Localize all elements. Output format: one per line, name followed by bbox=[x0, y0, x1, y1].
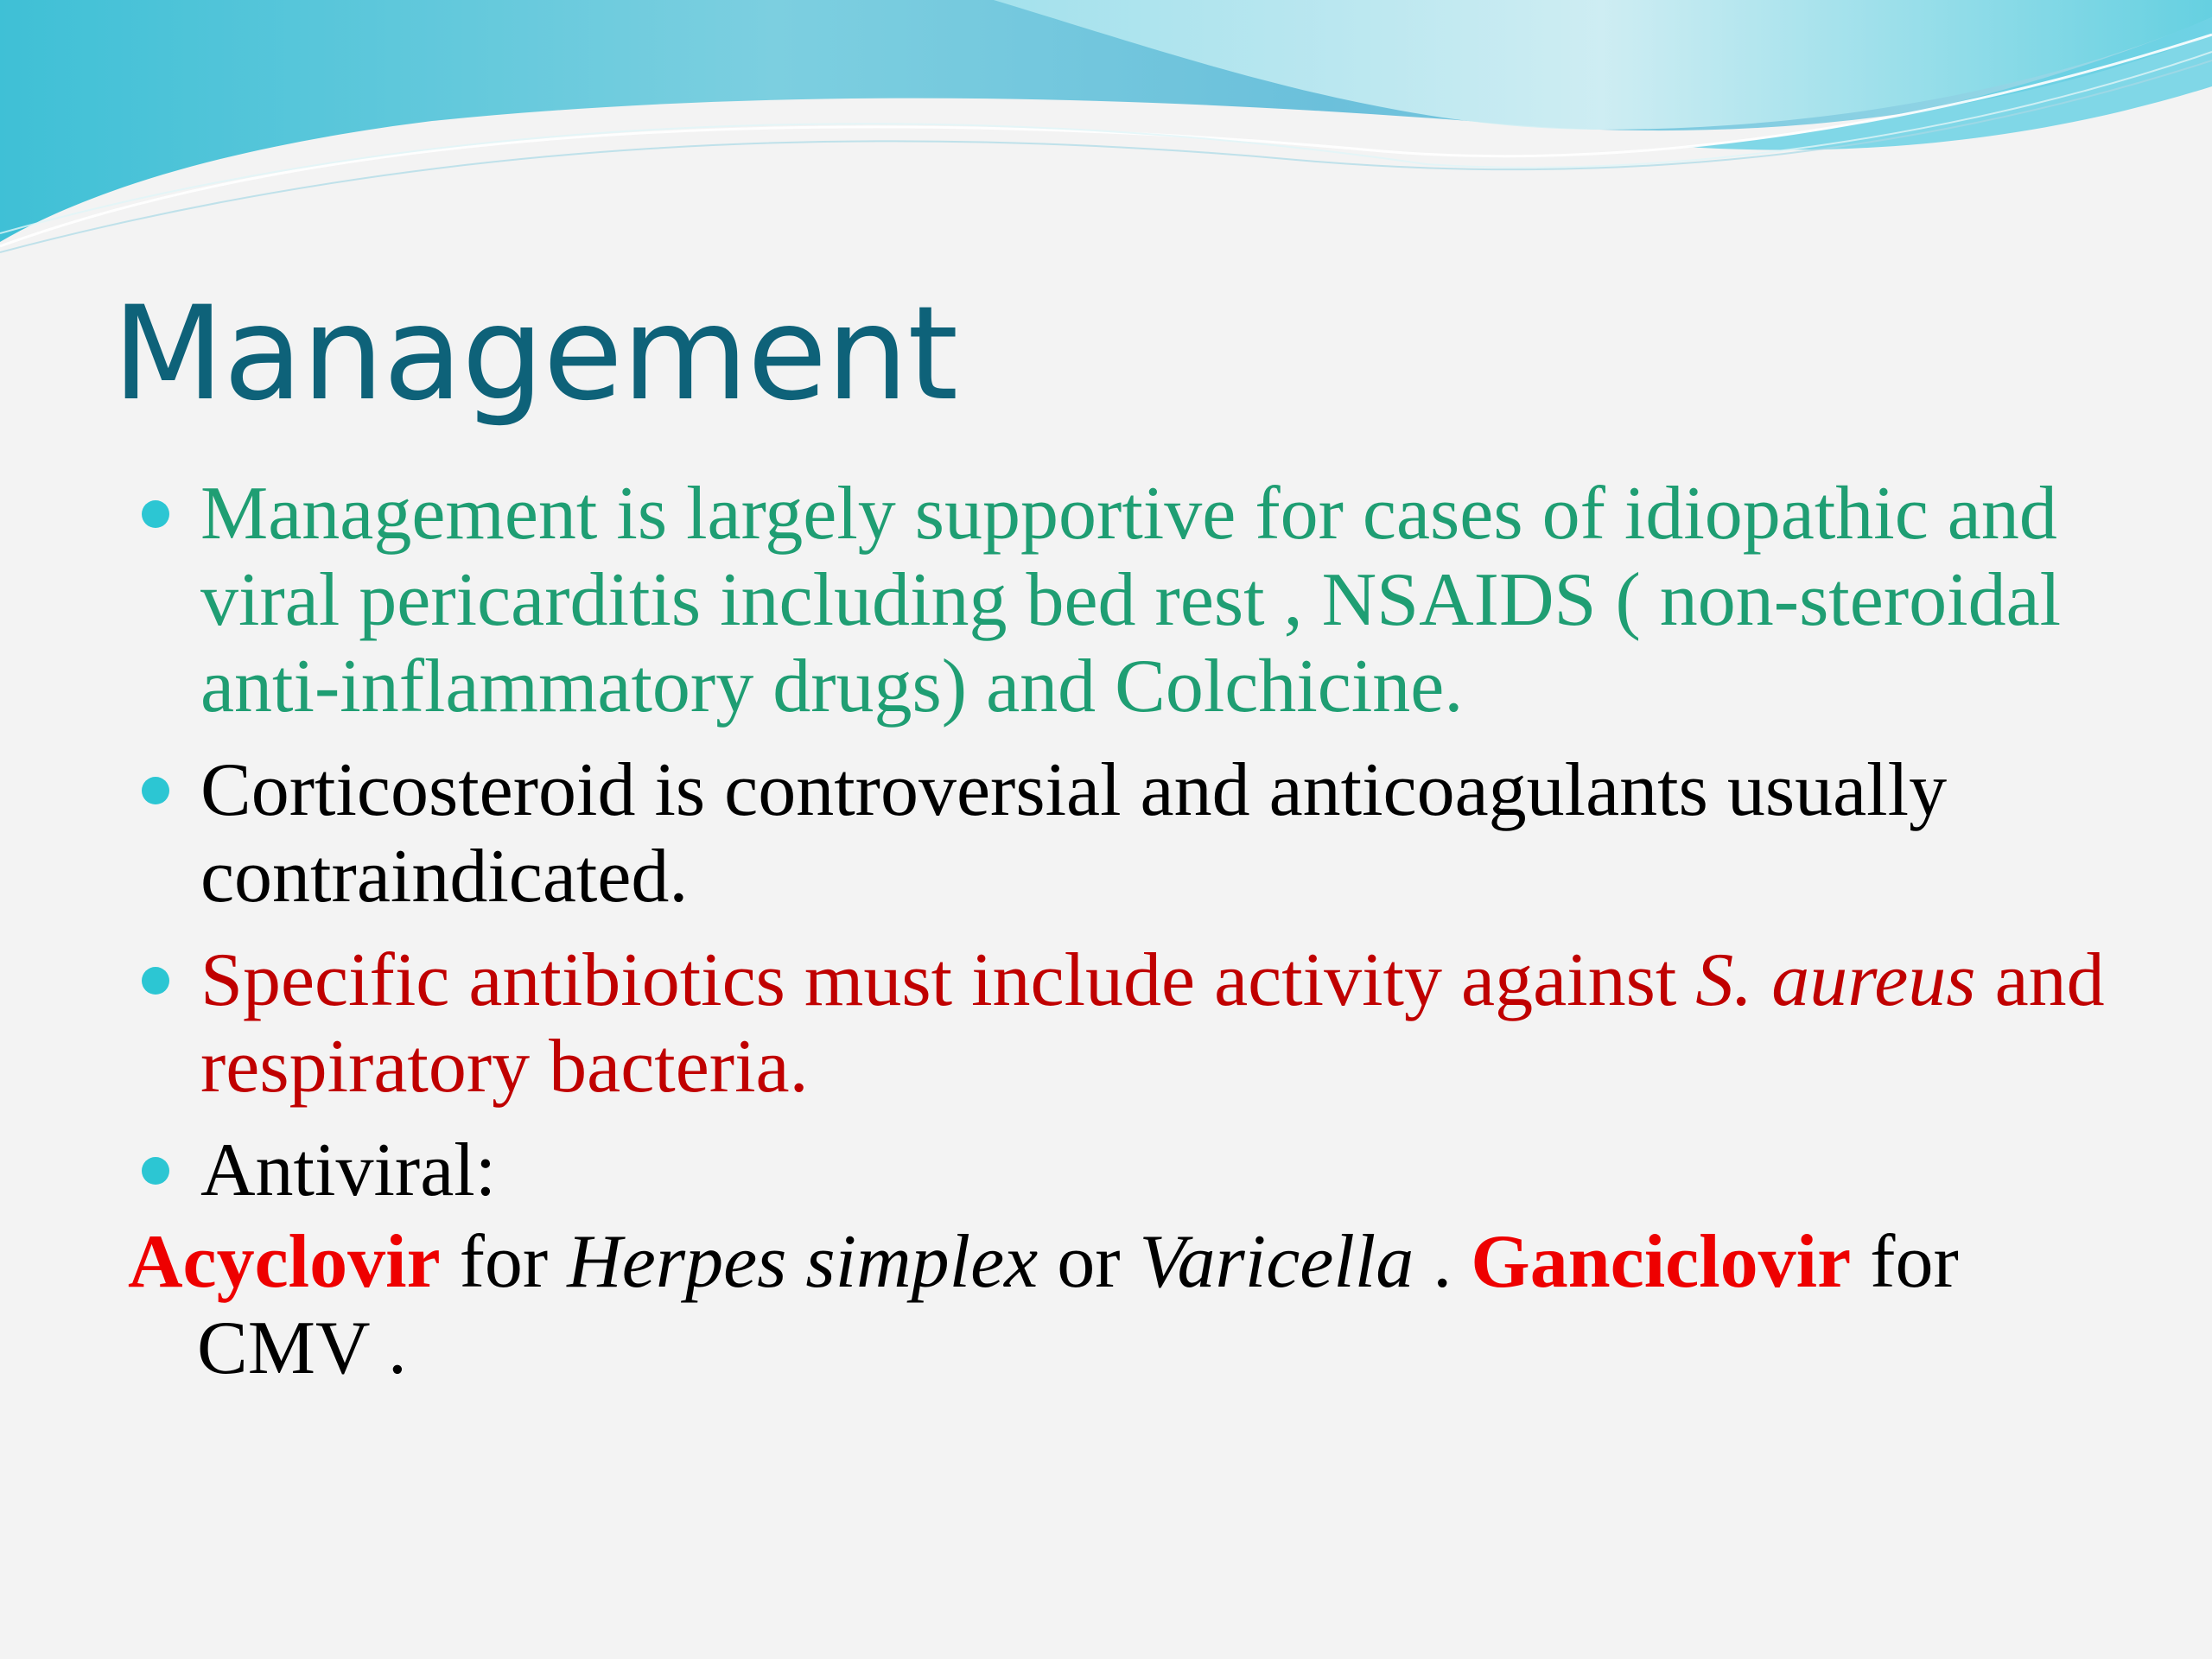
connector-text: for bbox=[440, 1220, 568, 1304]
header-wave-decoration bbox=[0, 0, 2212, 259]
bullet-dot-icon bbox=[142, 777, 169, 804]
virus-name: Varicella bbox=[1139, 1220, 1414, 1304]
separator-text: . bbox=[1414, 1220, 1471, 1304]
bullet-item bbox=[130, 938, 2117, 1110]
slide-title: Management bbox=[112, 279, 958, 429]
bullet-item bbox=[130, 747, 2117, 920]
bullet-text: Corticosteroid is controversial and anticoagulants usually contraindicated. bbox=[200, 748, 1948, 918]
virus-name: Herpes simplex bbox=[567, 1220, 1039, 1304]
drug-name: Acyclovir bbox=[128, 1220, 441, 1304]
bullet-text-start: Specific antibiotics must include activity against bbox=[200, 938, 1696, 1022]
drug-name: Ganciclovir bbox=[1471, 1220, 1852, 1304]
antiviral-details bbox=[128, 1219, 2117, 1392]
bullet-item bbox=[130, 1128, 2117, 1214]
bullet-item bbox=[130, 471, 2117, 730]
connector-text: or bbox=[1038, 1220, 1140, 1304]
bullet-text: Antiviral: bbox=[200, 1128, 497, 1212]
bullet-text-end: and respiratory bacteria. bbox=[200, 938, 2105, 1109]
bullet-dot-icon bbox=[142, 1157, 169, 1185]
bullet-dot-icon bbox=[142, 967, 169, 995]
bullet-text: Management is largely supportive for cases of idiopathic and viral pericarditis including bed rest , NSAIDS ( non-steroidal anti-inflammatory drugs) and Colchicine. bbox=[200, 472, 2062, 728]
organism-name: S. aureus bbox=[1695, 938, 1976, 1022]
slide-content bbox=[130, 471, 2117, 1392]
bullet-dot-icon bbox=[142, 500, 169, 528]
connector-text: for CMV . bbox=[197, 1220, 1959, 1390]
